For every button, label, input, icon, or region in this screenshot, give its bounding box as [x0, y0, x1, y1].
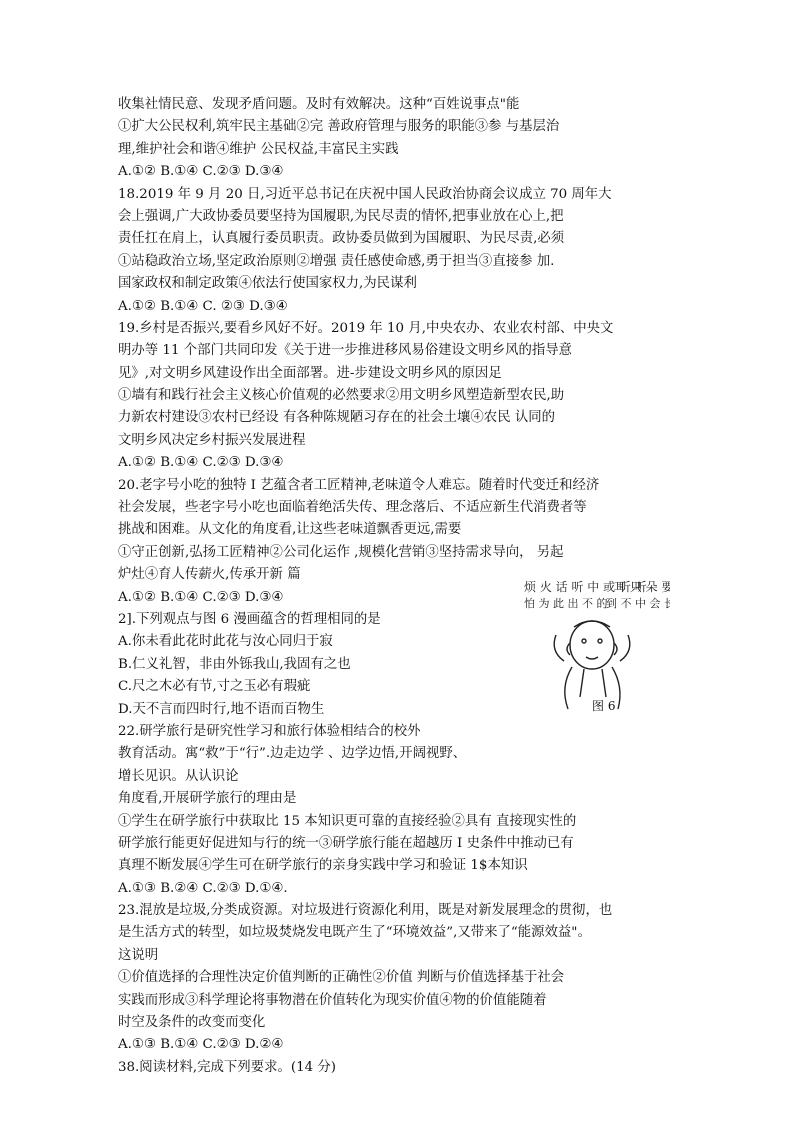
text-line: 挑战和困难。从文化的角度看,让这些老味道飘香更远,需要	[118, 522, 462, 538]
text-line: 这说明	[118, 947, 159, 963]
cartoon-speech-right: 耳 只 朵 要	[614, 580, 670, 594]
text-line: A.①② B.①④ C. ②③ D.③④	[118, 298, 288, 314]
text-line: 23.混放是垃圾,分类成资源。对垃圾进行资源化利用，既是对新发展理念的贯彻，也	[118, 903, 613, 919]
text-line: B.仁义礼智，非由外铄我山,我固有之也	[118, 656, 351, 672]
text-line: 19.乡村是否振兴,要看乡风好不好。2019 年 10 月,中央农办、农业农村部、中央文	[118, 320, 614, 336]
text-line: 教育活动。寓“救”于“行”.边走边学 、边学边悟,开阔视野、	[118, 746, 467, 762]
text-line: ①守正创新,弘扬工匠精神②公司化运作 ,规模化营销③坚持需求导向， 另起	[118, 544, 564, 560]
text-line: A.①② B.①④ C.②③ D.③④	[118, 455, 284, 471]
text-line: 角度看,开展研学旅行的理由是	[118, 791, 297, 807]
text-line: 力新农村建设③农村已经设 有各种陈规陋习存在的社会土壤④农民 认同的	[118, 410, 556, 426]
text-line: 20.老字号小吃的独特 I 艺蕴含者工匠精神,老味道令人难忘。随着时代变迁和经济	[118, 477, 600, 493]
text-line: A.①② B.①④ C.②③ D.③④	[118, 164, 284, 180]
text-line: C.尺之木必有节,寸之玉必有瑕疵	[118, 679, 311, 695]
text-line: 见》,对文明乡风建设作出全面部署。进-步建设文明乡风的原因足	[118, 365, 502, 381]
text-line: 18.2019 年 9 月 20 日,习近平总书记在庆祝中国人民政治协商会议成立 70 周年大	[118, 186, 612, 202]
text-line: 研学旅行能更好促进知与行的统一③研学旅行能在超越历 I 史条件中推动已有	[118, 835, 574, 851]
text-line: A.①③ B.②④ C.②③ D.①④.	[118, 880, 288, 896]
cartoon-speech-right-2: 到 不 中 会 长	[606, 597, 670, 610]
text-line: 实践而形成③科学理论将事物潜在价值转化为现实价值④物的价值能随着	[118, 992, 547, 1008]
figure-6-cartoon	[520, 577, 670, 717]
text-line: 明办等 11 个部门共同印发《关于进一步推进移风易俗建设文明乡风的指导意	[118, 343, 573, 359]
figure-caption: 图 6	[592, 699, 616, 713]
cartoon-speech-left: 烦 火 话 听 中 或 听 听	[524, 580, 647, 594]
text-line: 真理不断发展④学生可在研学旅行的亲身实践中学习和验证 1$本知识	[118, 858, 528, 874]
text-line: ①站稳政治立场,坚定政治原则②增强 责任感使命感,勇于担当③直接参 加.	[118, 253, 555, 269]
text-line: 2].下列观点与图 6 漫画蕴含的哲理相同的是	[118, 611, 381, 627]
text-line: 时空及条件的改变而变化	[118, 1015, 266, 1031]
text-line: 38.阅读材料,完成下列要求。(14 分)	[118, 1059, 336, 1075]
text-line: 文明乡风决定乡村振兴发展进程	[118, 432, 306, 448]
text-line: 会上强调,广大政协委员要坚持为国履职,为民尽责的情怀,把事业放在心上,把	[118, 208, 564, 224]
text-line: ①扩大公民权利,筑牢民主基础②完 善政府管理与服务的职能③参 与基层治	[118, 119, 560, 135]
text-line: 责任扛在肩上，认真履行委员职责。政协委员做到为国履职、为民尽责,必须	[118, 231, 565, 247]
text-line: ①墙有和践行社会主义核心价值观的必然要求②用文明乡风塑造新型农民,助	[118, 388, 565, 404]
text-line: 国家政权和制定政策④依法行使国家权力,为民谋利	[118, 276, 417, 292]
text-line: 22.研学旅行是研究性学习和旅行体验相结合的校外	[118, 723, 421, 739]
text-line: 社会发展，些老字号小吃也面临着绝活失传、理念落后、不适应新生代消费者等	[118, 500, 587, 516]
text-line: ①学生在研学旅行中获取比 15 本知识更可靠的直接经验②具有 直接现实性的	[118, 813, 577, 829]
text-line: D.天不言而四时行,地不语而百物生	[118, 701, 325, 717]
text-line: A.①② B.①④ C.②③ D.③④	[118, 589, 284, 605]
text-line: 增长见识。从认识论	[118, 768, 239, 784]
text-line: A.你未看此花时此花与汝心同归于寂	[118, 634, 333, 650]
cartoon-figure	[554, 621, 630, 709]
text-line: 是生活方式的转型，如垃圾焚烧发电既产生了“环境效益”,又带来了“能源效益"。	[118, 925, 591, 941]
cartoon-drawing	[520, 577, 670, 717]
text-line: 理,维护社会和谐④维护 公民权益,丰富民主实践	[118, 141, 399, 157]
cartoon-speech-left-2: 怕 为 此 出 不 的	[524, 597, 608, 610]
text-line: 收集社情民意、发现矛盾问题。及时有效解决。这种“百姓说事点"能	[118, 97, 520, 112]
text-line: A.①③ B.①④ C.②③ D.②④	[118, 1037, 284, 1053]
text-line: ①价值选择的合理性决定价值判断的正确性②价值 判断与价值选择基于社会	[118, 970, 565, 986]
text-line: 炉灶④育人传薪火,传承开新 篇	[118, 567, 301, 583]
